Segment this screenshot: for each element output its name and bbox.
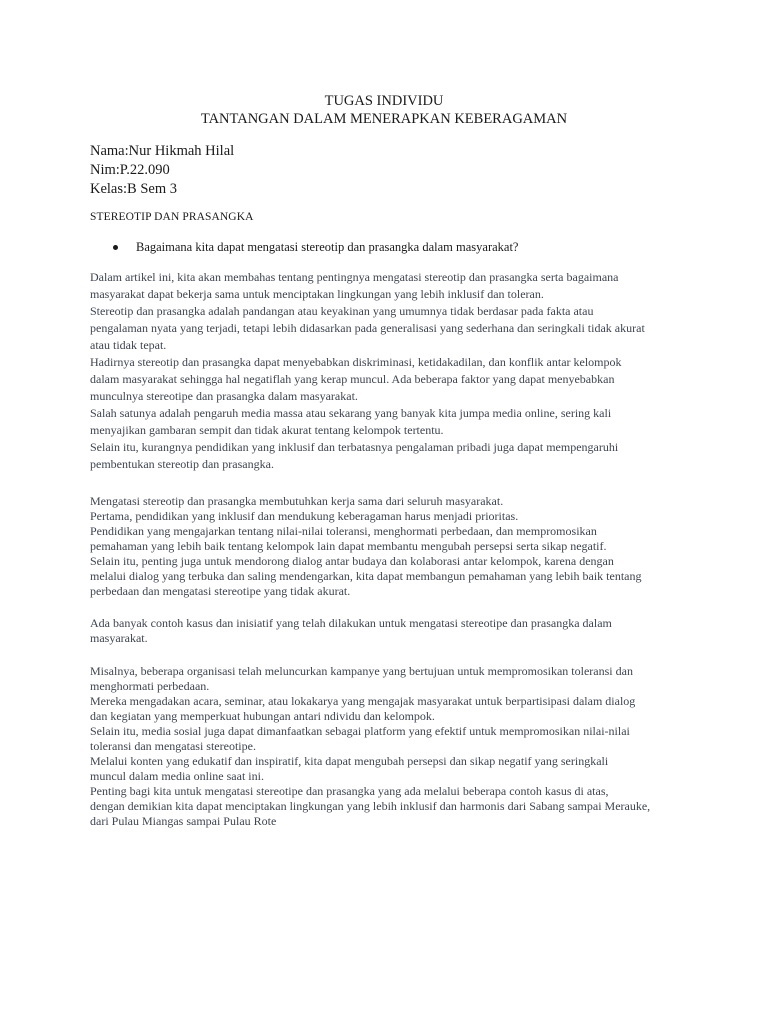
text-line: munculnya stereotipe dan prasangka dalam masyarakat.: [90, 389, 358, 403]
text-line: Melalui konten yang edukatif dan inspiratif, kita dapat mengubah persepsi dan sikap negatif yang seringkali: [90, 754, 609, 768]
bullet-question-text: Bagaimana kita dapat mengatasi stereotip dan prasangka dalam masyarakat?: [136, 240, 519, 254]
text-line: Penting bagi kita untuk mengatasi stereotipe dan prasangka yang ada melalui beberapa contoh kasus di atas,: [90, 784, 609, 798]
text-line: melalui dialog yang terbuka dan saling mendengarkan, kita dapat membangun pemahaman yang lebih baik tentang: [90, 569, 642, 583]
student-nim: Nim:P.22.090: [90, 162, 170, 178]
text-line: Selain itu, media sosial juga dapat dimanfaatkan sebagai platform yang efektif untuk mempromosikan nilai-nilai: [90, 724, 630, 738]
section-heading: STEREOTIP DAN PRASANGKA: [90, 211, 254, 223]
text-line: pembentukan stereotip dan prasangka.: [90, 457, 274, 471]
text-line: Misalnya, beberapa organisasi telah meluncurkan kampanye yang bertujuan untuk mempromosikan toleransi dan: [90, 664, 633, 678]
student-name: Nama:Nur Hikmah Hilal: [90, 143, 235, 159]
bullet-question: [113, 240, 518, 255]
text-line: Pertama, pendidikan yang inklusif dan mendukung keberagaman harus menjadi prioritas.: [90, 509, 519, 523]
document-title: TUGAS INDIVIDU: [324, 93, 444, 109]
text-line: dalam masyarakat sehingga hal negatiflah yang kerap muncul. Ada beberapa faktor yang dapat menyebabkan: [90, 372, 615, 386]
text-line: menyajikan gambaran sempit dan tidak akurat tentang kelompok tertentu.: [90, 423, 444, 437]
text-line: atau tidak tepat.: [90, 338, 167, 352]
text-line: Selain itu, penting juga untuk mendorong dialog antar budaya dan kolaborasi antar kelompok, karena dengan: [90, 554, 614, 568]
text-line: Dalam artikel ini, kita akan membahas tentang pentingnya mengatasi stereotip dan prasangka serta bagaimana: [90, 270, 619, 284]
text-line: masyarakat.: [90, 631, 148, 645]
text-line: dan kegiatan yang memperkuat hubungan antari ndividu dan kelompok.: [90, 709, 435, 723]
text-line: Mereka mengadakan acara, seminar, atau lokakarya yang mengajak masyarakat untuk berpartisipasi dalam dialog: [90, 694, 636, 708]
text-line: menghormati perbedaan.: [90, 679, 210, 693]
text-line: perbedaan dan mengatasi stereotipe yang tidak akurat.: [90, 584, 351, 598]
paragraph-block-2: [90, 494, 690, 599]
text-line: Hadirnya stereotip dan prasangka dapat menyebabkan diskriminasi, ketidakadilan, dan konflik antar kelompok: [90, 355, 622, 369]
text-line: Pendidikan yang mengajarkan tentang nilai-nilai toleransi, menghormati perbedaan, dan mempromosikan: [90, 524, 597, 538]
text-line: Ada banyak contoh kasus dan inisiatif yang telah dilakukan untuk mengatasi stereotipe dan prasangka dalam: [90, 616, 612, 630]
text-line: dari Pulau Miangas sampai Pulau Rote: [90, 814, 277, 828]
text-line: muncul dalam media online saat ini.: [90, 769, 264, 783]
text-line: masyarakat dapat bekerja sama untuk menciptakan lingkungan yang lebih inklusif dan toleran.: [90, 287, 544, 301]
document-subtitle: TANTANGAN DALAM MENERAPKAN KEBERAGAMAN: [200, 111, 568, 127]
text-line: pemahaman yang lebih baik tentang kelompok lain dapat membantu mengubah persepsi serta sikap negatif.: [90, 539, 607, 553]
text-line: Salah satunya adalah pengaruh media massa atau sekarang yang banyak kita jumpa media online, sering kali: [90, 406, 612, 420]
text-line: pengalaman nyata yang terjadi, tetapi lebih didasarkan pada generalisasi yang sederhana dan seringkali tidak akurat: [90, 321, 645, 335]
text-line: Selain itu, kurangnya pendidikan yang inklusif dan terbatasnya pengalaman pribadi juga dapat mempengaruhi: [90, 440, 619, 454]
bullet-dot-icon: [113, 245, 118, 250]
paragraph-block-4: [90, 664, 690, 829]
text-line: Stereotip dan prasangka adalah pandangan atau keyakinan yang umumnya tidak berdasar pada fakta atau: [90, 304, 594, 318]
text-line: Mengatasi stereotip dan prasangka membutuhkan kerja sama dari seluruh masyarakat.: [90, 494, 504, 508]
text-line: toleransi dan mengatasi stereotipe.: [90, 739, 256, 753]
student-class: Kelas:B Sem 3: [90, 181, 177, 197]
paragraph-block-1: [90, 269, 690, 473]
paragraph-block-3: [90, 616, 690, 646]
text-line: dengan demikian kita dapat menciptakan lingkungan yang lebih inklusif dan harmonis dari Sabang sampai Merauke,: [90, 799, 651, 813]
